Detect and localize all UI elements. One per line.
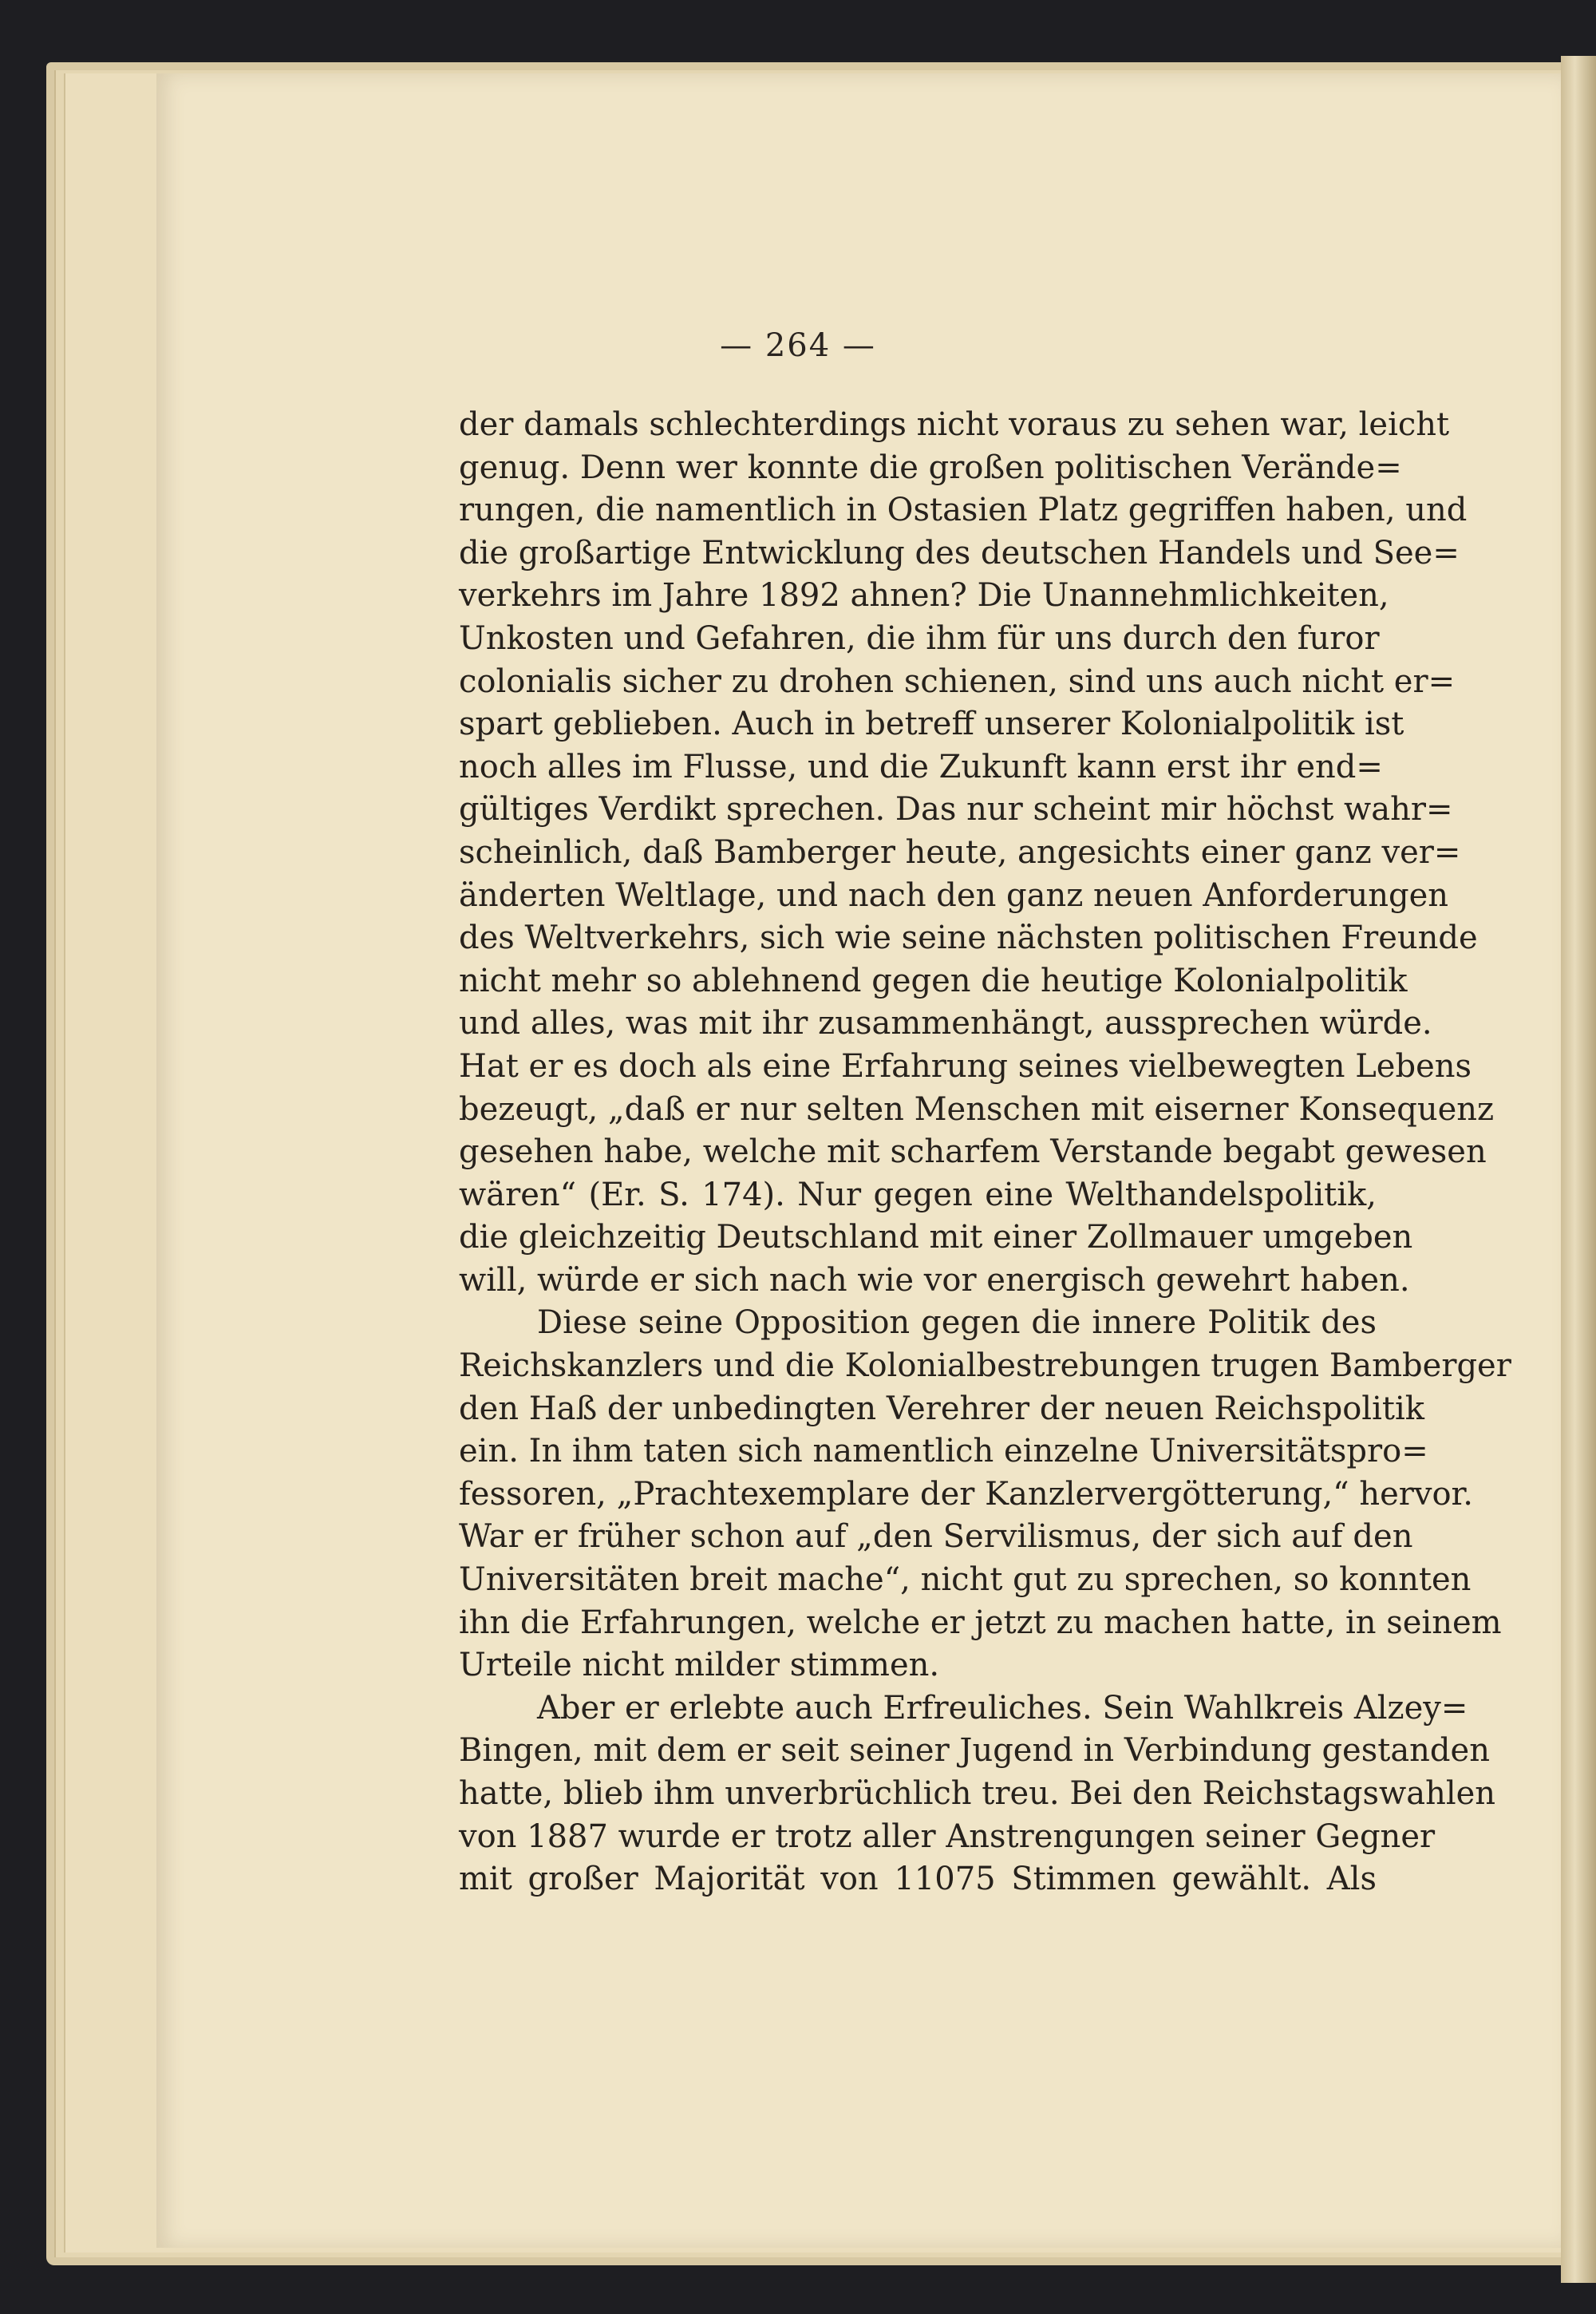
text-line: Aber er erlebte auch Erfreuliches. Sein Wahlkreis Alzey= [537, 1689, 1468, 1727]
text-line: Urteile nicht milder stimmen. [459, 1647, 940, 1684]
text-line: noch alles im Flusse, und die Zukunft kann erst ihr end= [459, 748, 1383, 785]
text-line: will, würde er sich nach wie vor energisch gewehrt haben. [459, 1261, 1410, 1299]
paragraph [459, 404, 1495, 1302]
text-line: wären“ (Er. S. 174). Nur gegen eine Welthandelspolitik, [459, 1176, 1377, 1213]
text-line: Diese seine Opposition gegen die innere Politik des [537, 1304, 1377, 1342]
text-line: des Weltverkehrs, sich wie seine nächsten politischen Freunde [459, 920, 1478, 957]
text-line: von 1887 wurde er trotz aller Anstrengungen seiner Gegner [459, 1818, 1436, 1855]
text-line: änderten Weltlage, und nach den ganz neuen Anforderungen [459, 876, 1449, 914]
body-text [459, 404, 1511, 1901]
text-line: und alles, was mit ihr zusammenhängt, aussprechen würde. [459, 1005, 1432, 1042]
text-line: gültiges Verdikt sprechen. Das nur scheint mir höchst wahr= [459, 791, 1453, 829]
text-line: ein. In ihm taten sich namentlich einzelne Universitätspro= [459, 1433, 1428, 1470]
text-line: der damals schlechterdings nicht voraus zu sehen war, leicht [459, 406, 1450, 443]
paragraph [459, 1302, 1511, 1687]
text-line: die gleichzeitig Deutschland mit einer Zollmauer umgeben [459, 1219, 1413, 1256]
text-line: mit großer Majorität von 11075 Stimmen gewählt. Als [459, 1861, 1377, 1898]
text-line: gesehen habe, welche mit scharfem Verstande begabt gewesen [459, 1133, 1487, 1171]
facing-page-edge [1561, 56, 1596, 2283]
text-line: hatte, blieb ihm unverbrüchlich treu. Bei den Reichstagswahlen [459, 1775, 1496, 1812]
text-line: Hat er es doch als eine Erfahrung seines vielbewegten Lebens [459, 1047, 1472, 1085]
text-line: genug. Denn wer konnte die großen politischen Verände= [459, 449, 1402, 486]
text-line: verkehrs im Jahre 1892 ahnen? Die Unannehmlichkeiten, [459, 577, 1389, 615]
text-line: Universitäten breit mache“, nicht gut zu sprechen, so konnten [459, 1561, 1472, 1599]
text-line: die großartige Entwicklung des deutschen Handels und See= [459, 534, 1460, 572]
paragraph [459, 1687, 1496, 1901]
text-line: rungen, die namentlich in Ostasien Platz gegriffen haben, und [459, 492, 1468, 529]
text-line: bezeugt, „daß er nur selten Menschen mit eiserner Konsequenz [459, 1090, 1495, 1128]
text-line: Bingen, mit dem er seit seiner Jugend in Verbindung gestanden [459, 1732, 1490, 1770]
text-line: War er früher schon auf „den Servilismus, der sich auf den [459, 1518, 1413, 1556]
text-line: den Haß der unbedingten Verehrer der neuen Reichspolitik [459, 1390, 1424, 1427]
text-line: scheinlich, daß Bamberger heute, angesichts einer ganz ver= [459, 833, 1461, 871]
text-line: colonialis sicher zu drohen schienen, sind uns auch nicht er= [459, 663, 1456, 700]
text-line: spart geblieben. Auch in betreff unserer Kolonialpolitik ist [459, 706, 1404, 743]
text-line: ihn die Erfahrungen, welche er jetzt zu machen hatte, in seinem [459, 1604, 1502, 1641]
page-number: — 264 — [720, 327, 876, 364]
text-line: Unkosten und Gefahren, die ihm für uns durch den furor [459, 619, 1380, 657]
text-line: nicht mehr so ablehnend gegen die heutige Kolonialpolitik [459, 962, 1408, 999]
text-line: Reichskanzlers und die Kolonialbestrebungen trugen Bamberger [459, 1347, 1511, 1385]
text-line: fessoren, „Prachtexemplare der Kanzlervergötterung,“ hervor. [459, 1475, 1473, 1513]
